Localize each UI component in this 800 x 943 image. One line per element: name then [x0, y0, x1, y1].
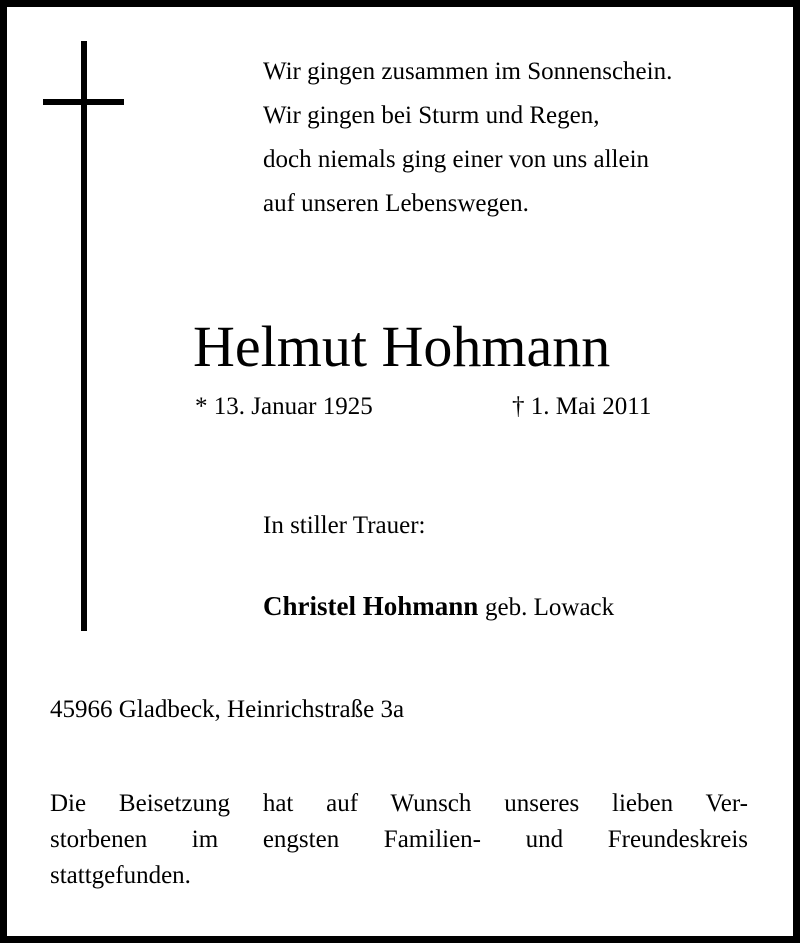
- poem-line: Wir gingen bei Sturm und Regen,: [263, 102, 600, 129]
- death-date: † 1. Mai 2011: [512, 393, 652, 420]
- notice-line: Die Beisetzung hat auf Wunsch unseres lieben Ver-: [50, 790, 748, 817]
- birth-date: * 13. Januar 1925: [195, 393, 373, 420]
- funeral-notice: [50, 786, 748, 894]
- notice-line: stattgefunden.: [50, 862, 191, 889]
- mourning-label: In stiller Trauer:: [263, 512, 426, 539]
- poem: [263, 50, 672, 226]
- poem-line: auf unseren Lebenswegen.: [263, 190, 529, 217]
- address: 45966 Gladbeck, Heinrichstraße 3a: [50, 696, 405, 723]
- notice-line: storbenen im engsten Familien- und Freundeskreis: [50, 826, 748, 853]
- mourner-name: Christel Hohmann: [263, 591, 479, 621]
- poem-line: doch niemals ging einer von uns allein: [263, 146, 650, 173]
- deceased-name: Helmut Hohmann: [193, 314, 611, 379]
- mourner: [263, 589, 614, 625]
- poem-line: Wir gingen zusammen im Sonnenschein.: [263, 58, 673, 85]
- mourner-maiden-name: geb. Lowack: [485, 594, 615, 621]
- cross-horizontal-bar: [43, 99, 124, 105]
- cross-vertical-bar: [81, 41, 87, 631]
